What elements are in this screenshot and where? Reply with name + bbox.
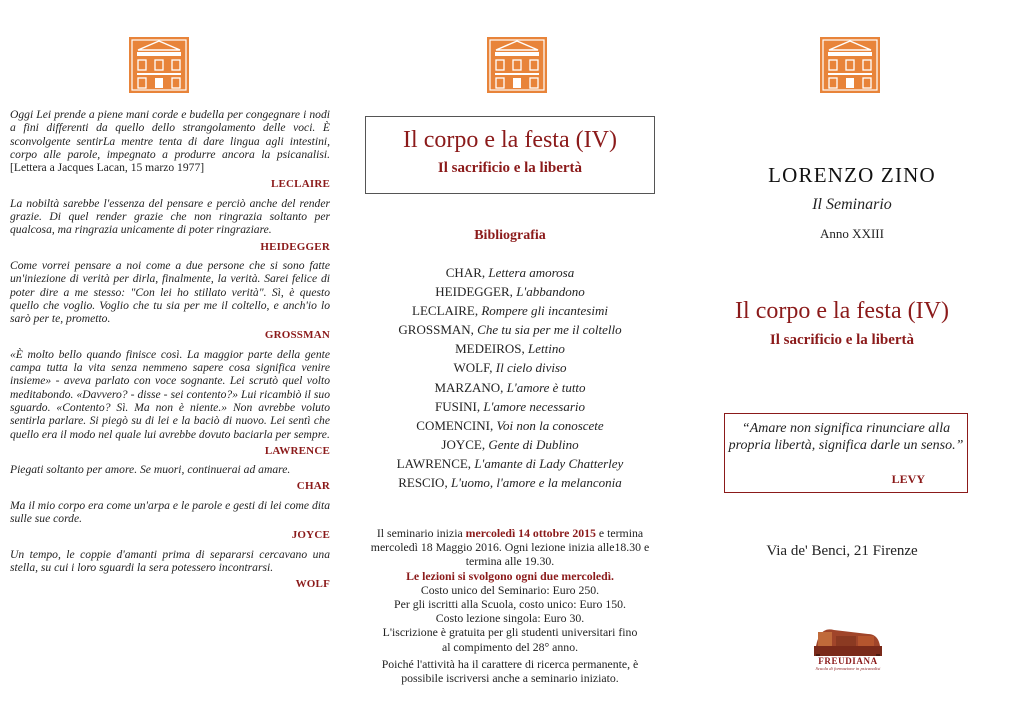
seminar-title: Il corpo e la festa (IV) — [403, 127, 617, 153]
bibliography-item: HEIDEGGER, L'abbandono — [435, 284, 585, 300]
cost-text: Costo unico del Seminario: Euro 250. — [420, 582, 600, 597]
cost-text: Costo lezione singola: Euro 30. — [435, 611, 585, 626]
bibliography-list — [340, 263, 680, 492]
quote-author: WOLF — [295, 578, 330, 591]
seminar-info — [360, 526, 660, 685]
school-name: FREUDIANA — [818, 656, 878, 666]
seminar-subtitle: Il sacrificio e la libertà — [769, 332, 915, 348]
right-panel — [680, 0, 1024, 725]
quote-author: LECLAIRE — [270, 178, 330, 191]
seminar-label: Il Seminario — [812, 196, 892, 213]
quote-text: Oggi Lei prende a piene mani corde e budella per congegnare i nodi a fini differenti da quello dello strangolamento delle voci. È sconvolgente sentirLa mentre tenta di dare lingua agli intestini, corpo alle parole, impegnato a produrre ancora la psicanalisi. [Lettera a Jacques Lacan, 15 marzo 1977] — [10, 108, 330, 175]
frequency-text: Le lezioni si svolgono ogni due mercoledì. — [406, 568, 614, 583]
bibliography-item: WOLF, Il cielo diviso — [453, 360, 567, 376]
bibliography-item: RESCIO, L'uomo, l'amore e la melanconia — [398, 475, 622, 491]
quote-author: LAWRENCE — [264, 444, 330, 457]
quote-text: Piegati soltanto per amore. Se muori, continuerai ad amare. — [10, 463, 291, 477]
bibliography-item: MARZANO, L'amore è tutto — [434, 379, 586, 395]
quote-text: Un tempo, le coppie d'amanti prima di separarsi cercavano una stella, su cui i loro sguardi la sera potessero incontrarsi. — [10, 547, 330, 574]
schedule-text: Il seminario inizia mercoledì 14 ottobre 2015 e termina mercoledì 18 Maggio 2016. Ogni lezione inizia alle18.30 e termina alle 19.30. — [370, 526, 650, 569]
left-panel — [0, 0, 340, 725]
year-label: Anno XXIII — [820, 226, 884, 241]
speaker-name: LORENZO ZINO — [768, 163, 936, 187]
quotes-column — [10, 108, 330, 597]
quote-text: Come vorrei pensare a noi come a due persone che si sono fatte un'iniezione di verità per dirla, finalmente, la verità. Sarei felice di poter dire a me stesso: "Con lei ho stillato verità". Sì, è questo quello che voglio. Voglio che tu sia per me il coltello, e anch'io lo sarò per te, prometto. — [10, 258, 330, 326]
bibliography-item: MEDEIROS, Lettino — [455, 341, 565, 357]
quote-text: «È molto bello quando finisce così. La maggior parte della gente campa tutta la vita senza nemmeno sapere cosa significa venire insieme» - aveva parlato con voce sognante. Lei scrutò quel volto meditabondo. «Davvero? - disse - sei contento?» Lui ricambiò il suo sguardo. «Contento? Sì. Ma non è niente.» Non avrebbe voluto sentirla parlare. Si piegò su di lei e la baciò di nuovo. Lei sentì che quello era il modo nel quale lui avrebbe dovuto baciarla per sempre. — [10, 347, 330, 441]
quote-author: HEIDEGGER — [260, 240, 330, 253]
bibliography-item: CHAR, Lettera amorosa — [445, 265, 575, 280]
bibliography-item: GROSSMAN, Che tu sia per me il coltello — [398, 322, 622, 338]
quote-text: “Amare non significa rinunciare alla propria libertà, significa darle un senso.” — [728, 421, 964, 454]
bibliography-item: COMENCINI, Voi non la conoscete — [416, 417, 604, 433]
bibliography-heading: Bibliografia — [474, 228, 546, 243]
school-subtitle: Scuola di formazione in psicanalisi — [815, 666, 881, 671]
building-logo — [819, 36, 881, 94]
bibliography-item: LECLAIRE, Rompere gli incantesimi — [412, 303, 608, 319]
cost-text: Per gli iscritti alla Scuola, costo unico: Euro 150. — [394, 597, 626, 612]
seminar-subtitle: Il sacrificio e la libertà — [437, 160, 583, 176]
building-logo — [486, 36, 548, 94]
title-box — [365, 116, 655, 194]
quote-author: CHAR — [296, 480, 330, 493]
seminar-title: Il corpo e la festa (IV) — [735, 298, 949, 324]
bibliography-item: JOYCE, Gente di Dublino — [441, 436, 579, 452]
bibliography-item: FUSINI, L'amore necessario — [434, 398, 585, 414]
building-logo — [128, 36, 190, 94]
bibliography-item: LAWRENCE, L'amante di Lady Chatterley — [396, 455, 624, 471]
middle-panel — [340, 0, 680, 725]
quote-text: La nobiltà sarebbe l'essenza del pensare e perciò anche del render grazie. Di quel render grazie che non ringrazia soltanto per qualcosa, ma ringrazia unicamente di poter ringraziare. — [10, 196, 330, 237]
quote-author: GROSSMAN — [264, 329, 330, 342]
building-logo-icon — [819, 36, 881, 94]
building-logo-icon — [128, 36, 190, 94]
quote-box — [724, 413, 968, 493]
quote-text: Ma il mio corpo era come un'arpa e le parole e gesti di lei come dita sulle sue corde. — [10, 498, 330, 526]
quote-author: JOYCE — [291, 529, 330, 542]
quote-author: LEVY — [891, 472, 925, 486]
permanent-text: Poiché l'attività ha il carattere di ricerca permanente, è possibile iscriversi anche a seminario iniziato. — [381, 656, 639, 686]
building-logo-icon — [486, 36, 548, 94]
free-enrollment-text: L'iscrizione è gratuita per gli studenti universitari fino al compimento del 28° anno. — [382, 625, 638, 654]
address: Via de' Benci, 21 Firenze — [766, 543, 918, 559]
